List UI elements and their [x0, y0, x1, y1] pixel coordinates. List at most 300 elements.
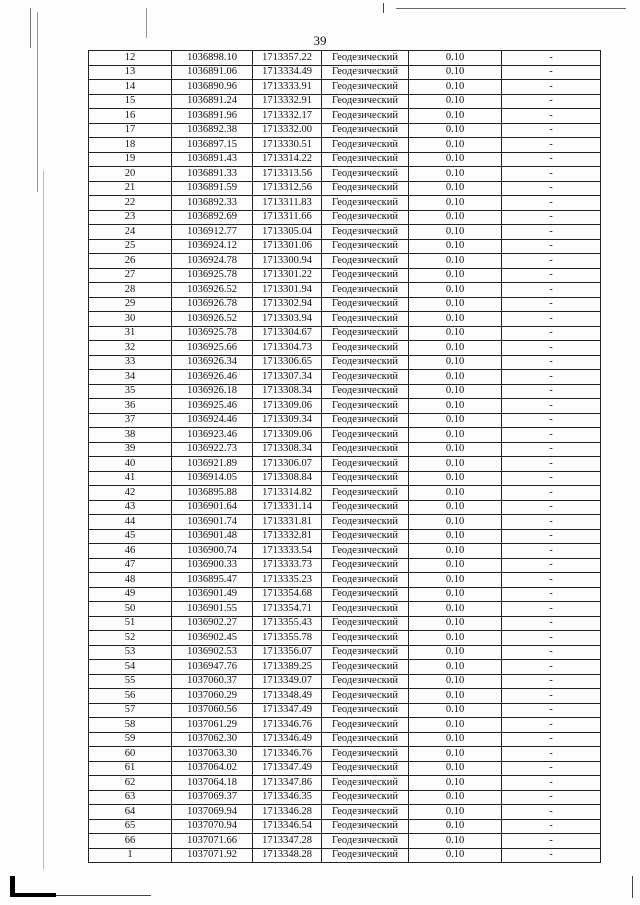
method-cell: Геодезический — [322, 616, 409, 631]
note-cell: - — [502, 790, 601, 805]
x-coordinate-cell: 1037069.94 — [172, 805, 253, 820]
accuracy-cell: 0.10 — [409, 123, 502, 138]
accuracy-cell: 0.10 — [409, 761, 502, 776]
y-coordinate-cell: 1713331.81 — [253, 515, 322, 530]
note-cell: - — [502, 326, 601, 341]
x-coordinate-cell: 1036925.66 — [172, 341, 253, 356]
table-row — [89, 457, 601, 472]
y-coordinate-cell: 1713309.34 — [253, 413, 322, 428]
table-row — [89, 848, 601, 863]
accuracy-cell: 0.10 — [409, 660, 502, 675]
method-cell: Геодезический — [322, 747, 409, 762]
point-number-cell: 58 — [89, 718, 172, 733]
y-coordinate-cell: 1713309.06 — [253, 399, 322, 414]
accuracy-cell: 0.10 — [409, 558, 502, 573]
accuracy-cell: 0.10 — [409, 544, 502, 559]
y-coordinate-cell: 1713346.54 — [253, 819, 322, 834]
x-coordinate-cell: 1036921.89 — [172, 457, 253, 472]
method-cell: Геодезический — [322, 848, 409, 863]
table-row — [89, 805, 601, 820]
note-cell: - — [502, 602, 601, 617]
y-coordinate-cell: 1713308.84 — [253, 471, 322, 486]
point-number-cell: 51 — [89, 616, 172, 631]
point-number-cell: 40 — [89, 457, 172, 472]
y-coordinate-cell: 1713333.54 — [253, 544, 322, 559]
method-cell: Геодезический — [322, 181, 409, 196]
accuracy-cell: 0.10 — [409, 355, 502, 370]
y-coordinate-cell: 1713332.00 — [253, 123, 322, 138]
table-row — [89, 718, 601, 733]
note-cell: - — [502, 776, 601, 791]
table-row — [89, 370, 601, 385]
point-number-cell: 24 — [89, 225, 172, 240]
table-row — [89, 181, 601, 196]
note-cell: - — [502, 413, 601, 428]
note-cell: - — [502, 181, 601, 196]
y-coordinate-cell: 1713306.65 — [253, 355, 322, 370]
table-row — [89, 689, 601, 704]
method-cell: Геодезический — [322, 384, 409, 399]
point-number-cell: 37 — [89, 413, 172, 428]
accuracy-cell: 0.10 — [409, 602, 502, 617]
note-cell: - — [502, 660, 601, 675]
y-coordinate-cell: 1713347.28 — [253, 834, 322, 849]
accuracy-cell: 0.10 — [409, 616, 502, 631]
note-cell: - — [502, 225, 601, 240]
table-row — [89, 268, 601, 283]
point-number-cell: 19 — [89, 152, 172, 167]
table-row — [89, 529, 601, 544]
scan-edge-line — [43, 170, 44, 870]
y-coordinate-cell: 1713309.06 — [253, 428, 322, 443]
method-cell: Геодезический — [322, 674, 409, 689]
x-coordinate-cell: 1036902.27 — [172, 616, 253, 631]
table-row — [89, 167, 601, 182]
point-number-cell: 18 — [89, 138, 172, 153]
scan-edge-line — [396, 8, 626, 9]
table-row — [89, 703, 601, 718]
accuracy-cell: 0.10 — [409, 471, 502, 486]
table-row — [89, 109, 601, 124]
note-cell: - — [502, 312, 601, 327]
method-cell: Геодезический — [322, 500, 409, 515]
y-coordinate-cell: 1713355.78 — [253, 631, 322, 646]
point-number-cell: 52 — [89, 631, 172, 646]
y-coordinate-cell: 1713347.86 — [253, 776, 322, 791]
x-coordinate-cell: 1036892.38 — [172, 123, 253, 138]
x-coordinate-cell: 1036924.78 — [172, 254, 253, 269]
table-row — [89, 819, 601, 834]
point-number-cell: 50 — [89, 602, 172, 617]
x-coordinate-cell: 1036901.55 — [172, 602, 253, 617]
table-row — [89, 732, 601, 747]
table-row — [89, 384, 601, 399]
method-cell: Геодезический — [322, 761, 409, 776]
note-cell: - — [502, 196, 601, 211]
x-coordinate-cell: 1036924.12 — [172, 239, 253, 254]
point-number-cell: 57 — [89, 703, 172, 718]
accuracy-cell: 0.10 — [409, 790, 502, 805]
y-coordinate-cell: 1713300.94 — [253, 254, 322, 269]
point-number-cell: 65 — [89, 819, 172, 834]
y-coordinate-cell: 1713331.14 — [253, 500, 322, 515]
method-cell: Геодезический — [322, 152, 409, 167]
note-cell: - — [502, 718, 601, 733]
table-row — [89, 790, 601, 805]
point-number-cell: 48 — [89, 573, 172, 588]
x-coordinate-cell: 1037063.30 — [172, 747, 253, 762]
y-coordinate-cell: 1713301.22 — [253, 268, 322, 283]
method-cell: Геодезический — [322, 94, 409, 109]
accuracy-cell: 0.10 — [409, 819, 502, 834]
point-number-cell: 41 — [89, 471, 172, 486]
x-coordinate-cell: 1036926.52 — [172, 283, 253, 298]
note-cell: - — [502, 51, 601, 66]
x-coordinate-cell: 1036926.34 — [172, 355, 253, 370]
accuracy-cell: 0.10 — [409, 834, 502, 849]
note-cell: - — [502, 138, 601, 153]
accuracy-cell: 0.10 — [409, 370, 502, 385]
method-cell: Геодезический — [322, 370, 409, 385]
y-coordinate-cell: 1713354.68 — [253, 587, 322, 602]
accuracy-cell: 0.10 — [409, 500, 502, 515]
accuracy-cell: 0.10 — [409, 399, 502, 414]
method-cell: Геодезический — [322, 80, 409, 95]
accuracy-cell: 0.10 — [409, 51, 502, 66]
point-number-cell: 64 — [89, 805, 172, 820]
table-row — [89, 776, 601, 791]
y-coordinate-cell: 1713335.23 — [253, 573, 322, 588]
note-cell: - — [502, 442, 601, 457]
y-coordinate-cell: 1713346.76 — [253, 718, 322, 733]
note-cell: - — [502, 761, 601, 776]
scan-edge-line — [56, 895, 151, 896]
accuracy-cell: 0.10 — [409, 167, 502, 182]
scan-mark — [383, 3, 384, 13]
method-cell: Геодезический — [322, 732, 409, 747]
note-cell: - — [502, 819, 601, 834]
accuracy-cell: 0.10 — [409, 674, 502, 689]
point-number-cell: 61 — [89, 761, 172, 776]
method-cell: Геодезический — [322, 196, 409, 211]
table-row — [89, 747, 601, 762]
point-number-cell: 14 — [89, 80, 172, 95]
method-cell: Геодезический — [322, 529, 409, 544]
accuracy-cell: 0.10 — [409, 747, 502, 762]
accuracy-cell: 0.10 — [409, 805, 502, 820]
x-coordinate-cell: 1037071.66 — [172, 834, 253, 849]
x-coordinate-cell: 1036901.49 — [172, 587, 253, 602]
x-coordinate-cell: 1036925.46 — [172, 399, 253, 414]
x-coordinate-cell: 1036926.78 — [172, 297, 253, 312]
note-cell: - — [502, 239, 601, 254]
point-number-cell: 13 — [89, 65, 172, 80]
y-coordinate-cell: 1713312.56 — [253, 181, 322, 196]
y-coordinate-cell: 1713356.07 — [253, 645, 322, 660]
method-cell: Геодезический — [322, 51, 409, 66]
table-row — [89, 94, 601, 109]
x-coordinate-cell: 1036891.24 — [172, 94, 253, 109]
point-number-cell: 53 — [89, 645, 172, 660]
method-cell: Геодезический — [322, 486, 409, 501]
accuracy-cell: 0.10 — [409, 573, 502, 588]
accuracy-cell: 0.10 — [409, 689, 502, 704]
table-row — [89, 631, 601, 646]
x-coordinate-cell: 1036891.06 — [172, 65, 253, 80]
table-row — [89, 138, 601, 153]
table-row — [89, 239, 601, 254]
x-coordinate-cell: 1036892.69 — [172, 210, 253, 225]
method-cell: Геодезический — [322, 573, 409, 588]
table-row — [89, 51, 601, 66]
x-coordinate-cell: 1036897.15 — [172, 138, 253, 153]
x-coordinate-cell: 1036895.88 — [172, 486, 253, 501]
method-cell: Геодезический — [322, 718, 409, 733]
note-cell: - — [502, 210, 601, 225]
y-coordinate-cell: 1713346.35 — [253, 790, 322, 805]
method-cell: Геодезический — [322, 457, 409, 472]
corner-mark — [10, 893, 56, 897]
accuracy-cell: 0.10 — [409, 196, 502, 211]
method-cell: Геодезический — [322, 283, 409, 298]
table-row — [89, 761, 601, 776]
point-number-cell: 66 — [89, 834, 172, 849]
note-cell: - — [502, 167, 601, 182]
accuracy-cell: 0.10 — [409, 80, 502, 95]
method-cell: Геодезический — [322, 805, 409, 820]
y-coordinate-cell: 1713346.28 — [253, 805, 322, 820]
point-number-cell: 28 — [89, 283, 172, 298]
scan-mark — [632, 876, 633, 898]
note-cell: - — [502, 529, 601, 544]
method-cell: Геодезический — [322, 355, 409, 370]
x-coordinate-cell: 1037062.30 — [172, 732, 253, 747]
y-coordinate-cell: 1713301.06 — [253, 239, 322, 254]
method-cell: Геодезический — [322, 558, 409, 573]
x-coordinate-cell: 1036924.46 — [172, 413, 253, 428]
x-coordinate-cell: 1037060.37 — [172, 674, 253, 689]
table-row — [89, 558, 601, 573]
table-row — [89, 645, 601, 660]
method-cell: Геодезический — [322, 660, 409, 675]
table-row — [89, 225, 601, 240]
method-cell: Геодезический — [322, 471, 409, 486]
accuracy-cell: 0.10 — [409, 703, 502, 718]
table-row — [89, 616, 601, 631]
method-cell: Геодезический — [322, 239, 409, 254]
point-number-cell: 23 — [89, 210, 172, 225]
point-number-cell: 22 — [89, 196, 172, 211]
y-coordinate-cell: 1713346.76 — [253, 747, 322, 762]
accuracy-cell: 0.10 — [409, 254, 502, 269]
point-number-cell: 12 — [89, 51, 172, 66]
x-coordinate-cell: 1036901.48 — [172, 529, 253, 544]
y-coordinate-cell: 1713355.43 — [253, 616, 322, 631]
table-row — [89, 123, 601, 138]
accuracy-cell: 0.10 — [409, 631, 502, 646]
point-number-cell: 27 — [89, 268, 172, 283]
x-coordinate-cell: 1036902.45 — [172, 631, 253, 646]
y-coordinate-cell: 1713306.07 — [253, 457, 322, 472]
method-cell: Геодезический — [322, 602, 409, 617]
y-coordinate-cell: 1713334.49 — [253, 65, 322, 80]
x-coordinate-cell: 1036891.59 — [172, 181, 253, 196]
x-coordinate-cell: 1036914.05 — [172, 471, 253, 486]
point-number-cell: 31 — [89, 326, 172, 341]
x-coordinate-cell: 1036925.78 — [172, 326, 253, 341]
method-cell: Геодезический — [322, 225, 409, 240]
table-row — [89, 65, 601, 80]
note-cell: - — [502, 515, 601, 530]
note-cell: - — [502, 747, 601, 762]
x-coordinate-cell: 1037064.18 — [172, 776, 253, 791]
point-number-cell: 44 — [89, 515, 172, 530]
note-cell: - — [502, 355, 601, 370]
table-row — [89, 355, 601, 370]
note-cell: - — [502, 94, 601, 109]
note-cell: - — [502, 573, 601, 588]
note-cell: - — [502, 399, 601, 414]
accuracy-cell: 0.10 — [409, 384, 502, 399]
accuracy-cell: 0.10 — [409, 283, 502, 298]
x-coordinate-cell: 1036923.46 — [172, 428, 253, 443]
method-cell: Геодезический — [322, 210, 409, 225]
point-number-cell: 35 — [89, 384, 172, 399]
y-coordinate-cell: 1713357.22 — [253, 51, 322, 66]
accuracy-cell: 0.10 — [409, 210, 502, 225]
table-row — [89, 210, 601, 225]
method-cell: Геодезический — [322, 790, 409, 805]
note-cell: - — [502, 471, 601, 486]
x-coordinate-cell: 1036926.52 — [172, 312, 253, 327]
point-number-cell: 56 — [89, 689, 172, 704]
point-number-cell: 33 — [89, 355, 172, 370]
accuracy-cell: 0.10 — [409, 152, 502, 167]
x-coordinate-cell: 1036895.47 — [172, 573, 253, 588]
y-coordinate-cell: 1713314.82 — [253, 486, 322, 501]
y-coordinate-cell: 1713305.04 — [253, 225, 322, 240]
note-cell: - — [502, 558, 601, 573]
x-coordinate-cell: 1037060.56 — [172, 703, 253, 718]
note-cell: - — [502, 341, 601, 356]
y-coordinate-cell: 1713303.94 — [253, 312, 322, 327]
table-row — [89, 196, 601, 211]
method-cell: Геодезический — [322, 341, 409, 356]
point-number-cell: 25 — [89, 239, 172, 254]
accuracy-cell: 0.10 — [409, 239, 502, 254]
y-coordinate-cell: 1713313.56 — [253, 167, 322, 182]
coordinates-table — [88, 50, 601, 863]
note-cell: - — [502, 703, 601, 718]
point-number-cell: 45 — [89, 529, 172, 544]
method-cell: Геодезический — [322, 515, 409, 530]
method-cell: Геодезический — [322, 254, 409, 269]
x-coordinate-cell: 1037069.37 — [172, 790, 253, 805]
accuracy-cell: 0.10 — [409, 486, 502, 501]
point-number-cell: 49 — [89, 587, 172, 602]
accuracy-cell: 0.10 — [409, 181, 502, 196]
x-coordinate-cell: 1036891.33 — [172, 167, 253, 182]
point-number-cell: 1 — [89, 848, 172, 863]
note-cell: - — [502, 297, 601, 312]
table-row — [89, 602, 601, 617]
note-cell: - — [502, 544, 601, 559]
y-coordinate-cell: 1713333.91 — [253, 80, 322, 95]
note-cell: - — [502, 645, 601, 660]
method-cell: Геодезический — [322, 631, 409, 646]
method-cell: Геодезический — [322, 776, 409, 791]
accuracy-cell: 0.10 — [409, 442, 502, 457]
accuracy-cell: 0.10 — [409, 297, 502, 312]
x-coordinate-cell: 1036890.96 — [172, 80, 253, 95]
accuracy-cell: 0.10 — [409, 718, 502, 733]
accuracy-cell: 0.10 — [409, 268, 502, 283]
accuracy-cell: 0.10 — [409, 225, 502, 240]
x-coordinate-cell: 1036912.77 — [172, 225, 253, 240]
y-coordinate-cell: 1713354.71 — [253, 602, 322, 617]
method-cell: Геодезический — [322, 399, 409, 414]
y-coordinate-cell: 1713332.81 — [253, 529, 322, 544]
note-cell: - — [502, 805, 601, 820]
table-row — [89, 297, 601, 312]
method-cell: Геодезический — [322, 689, 409, 704]
table-row — [89, 341, 601, 356]
method-cell: Геодезический — [322, 442, 409, 457]
x-coordinate-cell: 1036898.10 — [172, 51, 253, 66]
point-number-cell: 46 — [89, 544, 172, 559]
point-number-cell: 38 — [89, 428, 172, 443]
point-number-cell: 15 — [89, 94, 172, 109]
y-coordinate-cell: 1713307.34 — [253, 370, 322, 385]
table-row — [89, 80, 601, 95]
method-cell: Геодезический — [322, 645, 409, 660]
point-number-cell: 34 — [89, 370, 172, 385]
y-coordinate-cell: 1713332.91 — [253, 94, 322, 109]
x-coordinate-cell: 1037060.29 — [172, 689, 253, 704]
x-coordinate-cell: 1036926.46 — [172, 370, 253, 385]
x-coordinate-cell: 1036922.73 — [172, 442, 253, 457]
y-coordinate-cell: 1713348.49 — [253, 689, 322, 704]
method-cell: Геодезический — [322, 268, 409, 283]
x-coordinate-cell: 1036892.33 — [172, 196, 253, 211]
accuracy-cell: 0.10 — [409, 94, 502, 109]
note-cell: - — [502, 616, 601, 631]
method-cell: Геодезический — [322, 312, 409, 327]
x-coordinate-cell: 1036926.18 — [172, 384, 253, 399]
y-coordinate-cell: 1713304.73 — [253, 341, 322, 356]
method-cell: Геодезический — [322, 544, 409, 559]
y-coordinate-cell: 1713347.49 — [253, 761, 322, 776]
y-coordinate-cell: 1713333.73 — [253, 558, 322, 573]
table-row — [89, 413, 601, 428]
y-coordinate-cell: 1713304.67 — [253, 326, 322, 341]
x-coordinate-cell: 1036900.74 — [172, 544, 253, 559]
note-cell: - — [502, 65, 601, 80]
note-cell: - — [502, 732, 601, 747]
accuracy-cell: 0.10 — [409, 529, 502, 544]
point-number-cell: 63 — [89, 790, 172, 805]
x-coordinate-cell: 1036901.74 — [172, 515, 253, 530]
point-number-cell: 32 — [89, 341, 172, 356]
method-cell: Геодезический — [322, 428, 409, 443]
method-cell: Геодезический — [322, 138, 409, 153]
accuracy-cell: 0.10 — [409, 341, 502, 356]
table-row — [89, 587, 601, 602]
y-coordinate-cell: 1713389.25 — [253, 660, 322, 675]
accuracy-cell: 0.10 — [409, 326, 502, 341]
table-row — [89, 486, 601, 501]
note-cell: - — [502, 109, 601, 124]
